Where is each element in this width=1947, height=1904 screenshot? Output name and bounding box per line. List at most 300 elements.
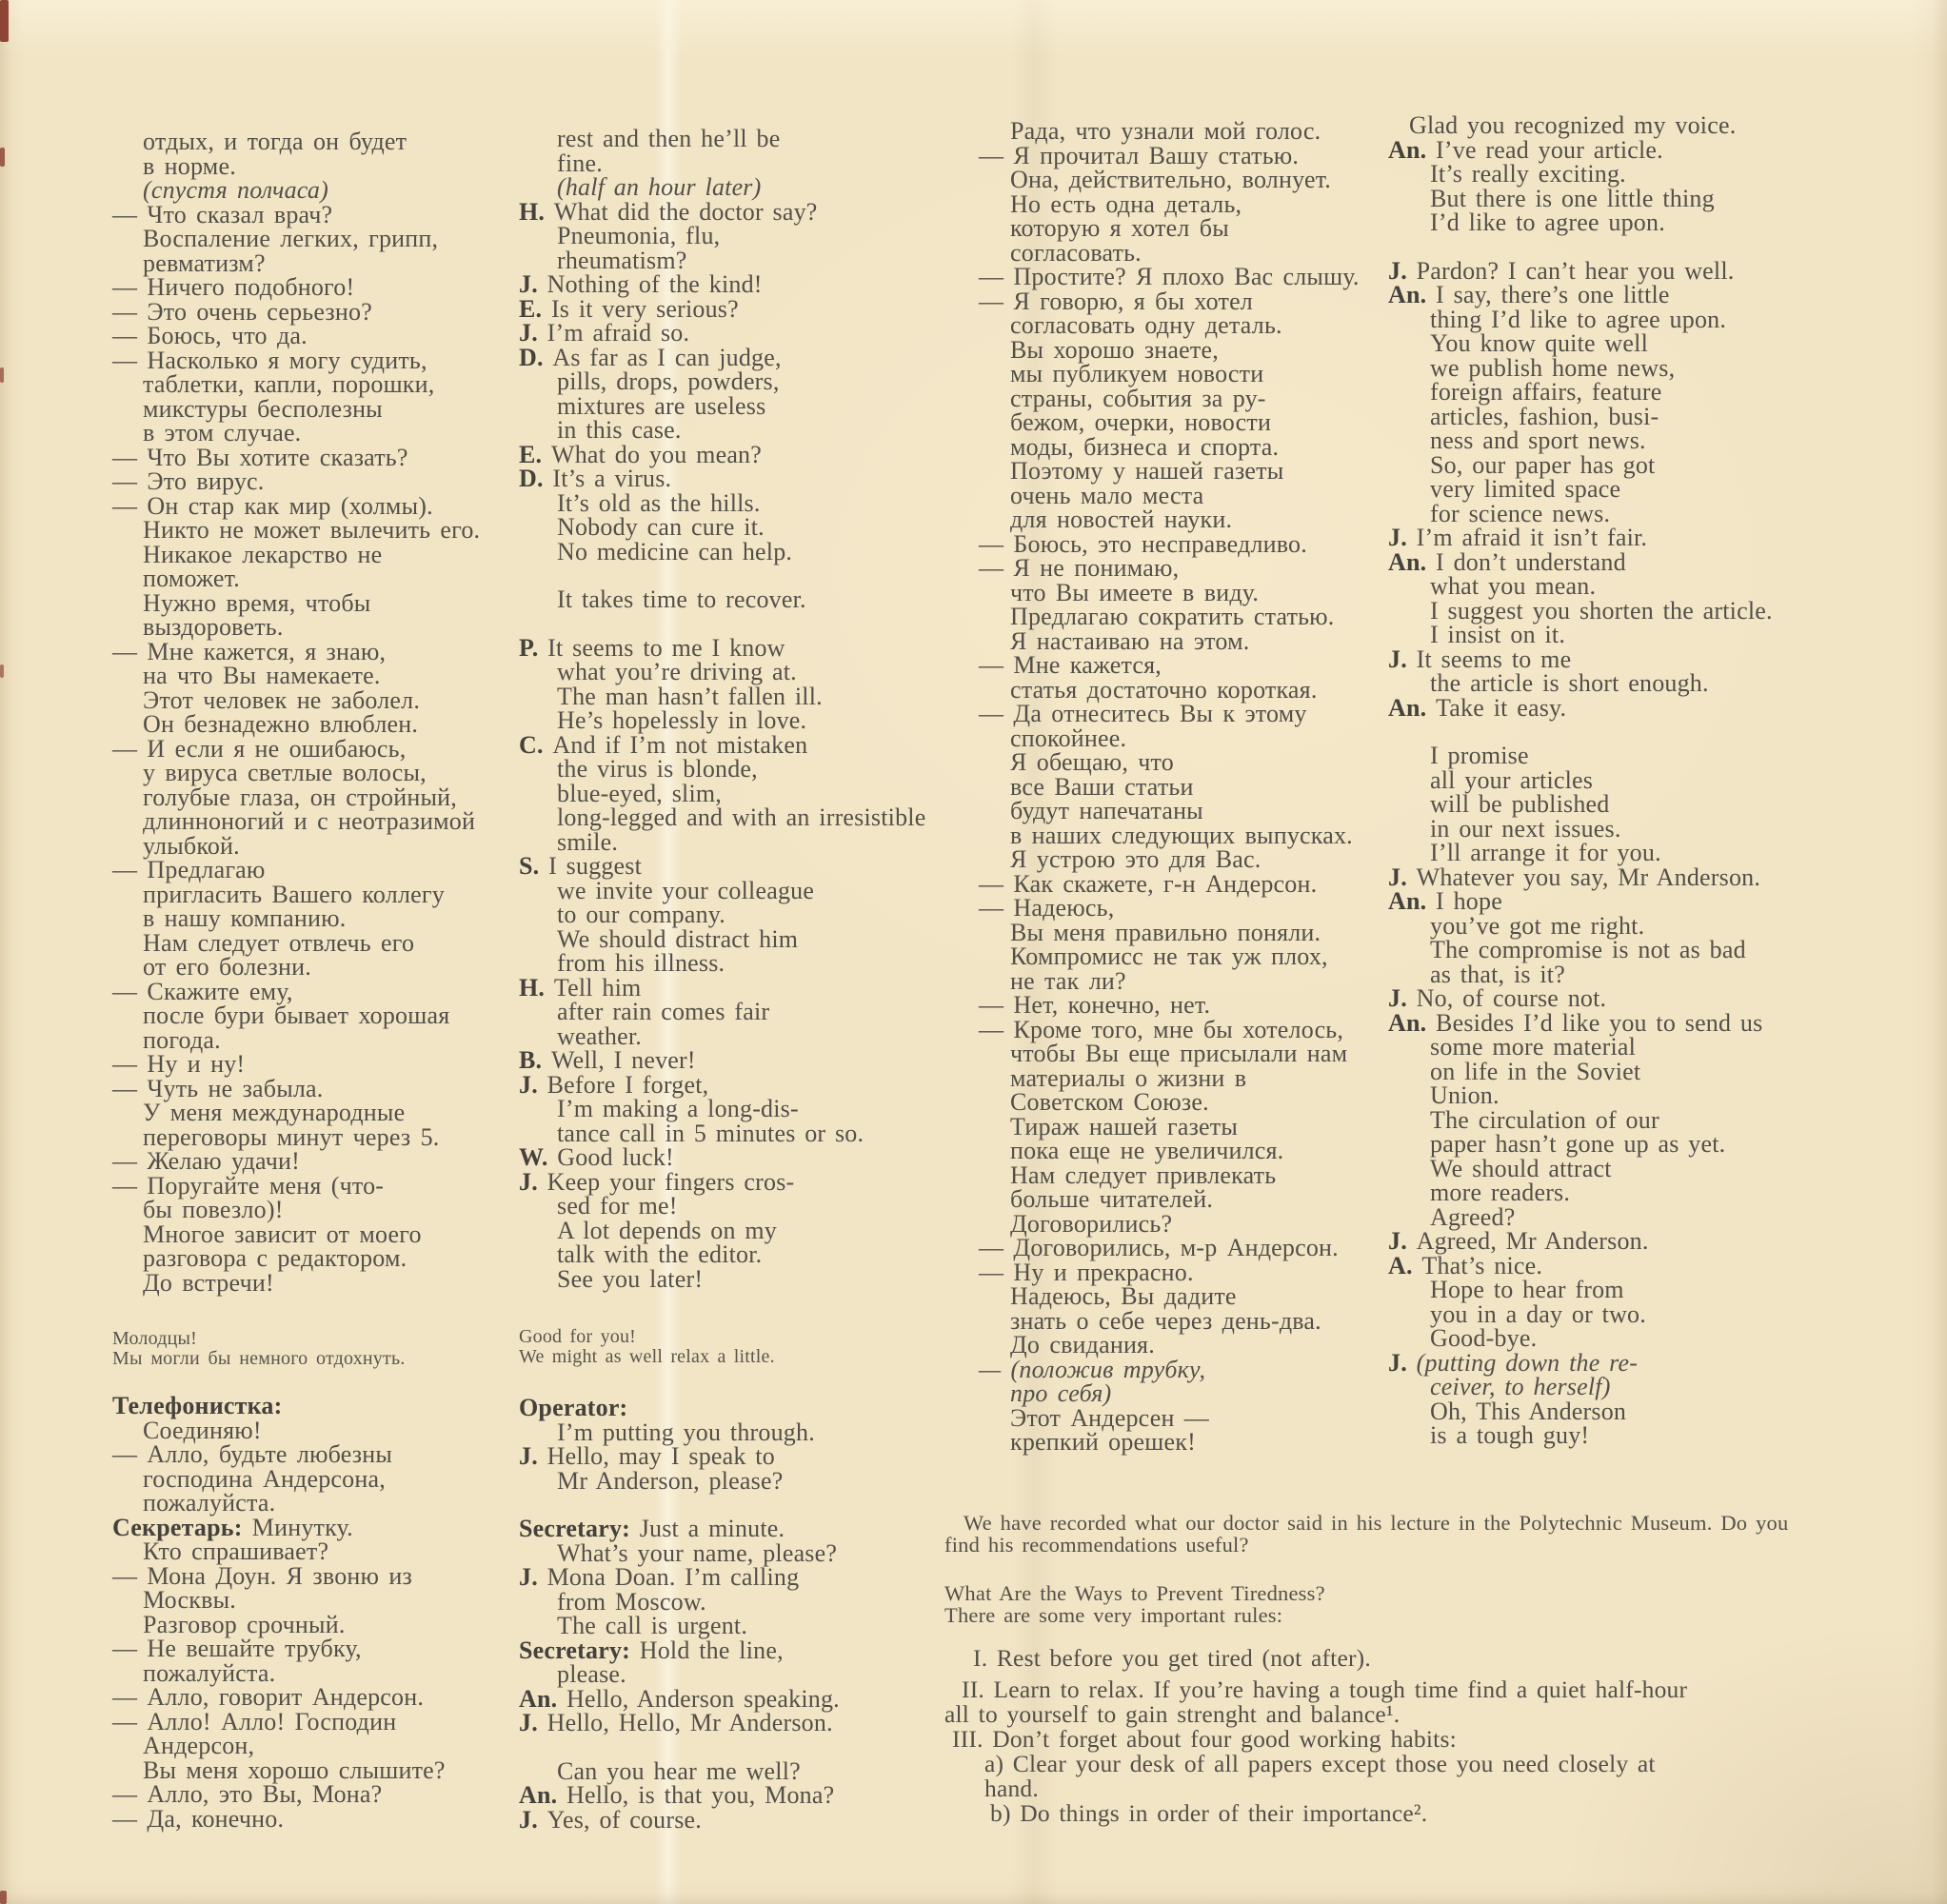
speaker-label: E. bbox=[519, 440, 543, 468]
text-line: Oh, This Anderson bbox=[1430, 1397, 1627, 1425]
text-line: у вируса светлые волосы, bbox=[143, 759, 427, 786]
text-line bbox=[1388, 256, 1773, 285]
text-line: — Что сказал врач? bbox=[112, 200, 333, 228]
text-line: — Алло, это Вы, Мона? bbox=[112, 1780, 383, 1808]
text-line: статья достаточно короткая. bbox=[1010, 675, 1318, 704]
text-line: крепкий орешек! bbox=[1010, 1428, 1196, 1456]
text-line: — Боюсь, это несправедливо. bbox=[979, 529, 1307, 558]
text-line: чтобы Вы еще присылали нам bbox=[1010, 1040, 1348, 1067]
text-line: моды, бизнеса и спорта. bbox=[1010, 432, 1280, 461]
text-line: пожалуйста. bbox=[143, 1658, 276, 1687]
column-english-doctor-dialogue bbox=[519, 127, 925, 1832]
text-line: Я обещаю, что bbox=[1010, 748, 1174, 776]
text-line: Can you hear me well? bbox=[557, 1756, 801, 1785]
line-text: I say, there’s one little bbox=[1426, 281, 1670, 308]
text-line: — Мне кажется, bbox=[979, 651, 1162, 679]
text-line: articles, fashion, busi- bbox=[1430, 402, 1659, 430]
line-text: Yes, of course. bbox=[537, 1805, 702, 1834]
line-text: It seems to me bbox=[1406, 645, 1572, 673]
text-line: на что Вы намекаете. bbox=[143, 662, 381, 689]
speaker-label: An. bbox=[1388, 281, 1427, 308]
text-line: в нашу компанию. bbox=[143, 904, 347, 932]
speaker-label: J. bbox=[519, 1805, 538, 1834]
text-line bbox=[519, 1396, 925, 1420]
bottom-exercise-block bbox=[944, 1512, 1788, 1826]
text-line: the article is short enough. bbox=[1430, 669, 1709, 697]
text-line: There are some very important rules: bbox=[944, 1603, 1283, 1627]
text-line: — Не вешайте трубку, bbox=[112, 1635, 362, 1662]
speaker-label: J. bbox=[1388, 863, 1407, 891]
text-line: Я настаиваю на этом. bbox=[1010, 626, 1250, 655]
text-line: I. Rest before you get tired (not after). bbox=[973, 1644, 1371, 1672]
text-line: for science news. bbox=[1430, 499, 1611, 527]
text-line: We should distract him bbox=[557, 924, 799, 953]
line-text: As far as I can judge, bbox=[543, 343, 782, 371]
line-text: That’s nice. bbox=[1412, 1251, 1543, 1279]
line-text: (putting down the re- bbox=[1406, 1348, 1639, 1377]
text-line: We should attract bbox=[1430, 1154, 1612, 1182]
text-line bbox=[519, 294, 925, 323]
line-text: No, of course not. bbox=[1406, 984, 1607, 1012]
text-line: — Мне кажется, я знаю, bbox=[112, 637, 387, 665]
text-line: Я устрою это для Вас. bbox=[1010, 845, 1262, 873]
text-line: — Я говорю, я бы хотел bbox=[979, 287, 1253, 315]
text-line: What Are the Ways to Prevent Tiredness? bbox=[944, 1581, 1325, 1605]
text-line: Тираж нашей газеты bbox=[1010, 1112, 1239, 1140]
line-text: I don’t understand bbox=[1426, 547, 1626, 576]
text-line: Договорились? bbox=[1010, 1209, 1173, 1238]
text-line: It takes time to recover. bbox=[557, 585, 806, 613]
text-line: You know quite well bbox=[1430, 329, 1649, 357]
text-line: в этом случае. bbox=[143, 419, 302, 446]
text-line: ness and sport news. bbox=[1430, 426, 1646, 454]
speaker-label: J. bbox=[519, 1167, 538, 1196]
text-line: Good-bye. bbox=[1430, 1324, 1538, 1352]
text-line bbox=[519, 730, 925, 759]
text-line: Разговор срочный. bbox=[143, 1610, 346, 1638]
text-line: — И если я не ошибаюсь, bbox=[112, 734, 407, 763]
text-line: (half an hour later) bbox=[557, 173, 762, 201]
text-line: The man hasn’t fallen ill. bbox=[557, 682, 823, 710]
text-line: — Да, конечно. bbox=[112, 1804, 285, 1833]
text-line bbox=[519, 321, 925, 346]
line-text: Hello, is that you, Mona? bbox=[557, 1781, 835, 1809]
speaker-label: A. bbox=[1388, 1251, 1413, 1279]
text-line: I promise bbox=[1430, 742, 1529, 769]
line-text: Is it very serious? bbox=[542, 294, 739, 323]
text-line: to our company. bbox=[557, 901, 725, 928]
text-line: Вы хорошо знаете, bbox=[1010, 335, 1219, 364]
text-line: what you mean. bbox=[1430, 572, 1597, 600]
text-line: Мы могли бы немного отдохнуть. bbox=[112, 1348, 406, 1369]
line-text: I hope bbox=[1426, 887, 1502, 915]
line-text: Take it easy. bbox=[1426, 693, 1567, 722]
speaker-label: J. bbox=[519, 1442, 538, 1470]
speaker-label: An. bbox=[519, 1781, 558, 1809]
text-line: бежом, очерки, новости bbox=[1010, 408, 1272, 436]
text-line bbox=[519, 440, 925, 468]
speaker-label: Секретарь: bbox=[112, 1513, 243, 1541]
text-line: Он безнадежно влюблен. bbox=[143, 710, 419, 738]
text-line: No medicine can help. bbox=[557, 537, 793, 565]
text-line: Многое зависит от моего bbox=[143, 1220, 422, 1248]
text-line: Поэтому у нашей газеты bbox=[1010, 457, 1284, 485]
text-line: Hope to hear from bbox=[1430, 1276, 1624, 1303]
line-text: I’m afraid so. bbox=[537, 319, 690, 347]
text-line: Никакое лекарство не bbox=[143, 540, 383, 568]
text-line: страны, события за ру- bbox=[1010, 384, 1266, 412]
text-line: we publish home news, bbox=[1430, 353, 1676, 382]
text-line: пожалуйста. bbox=[143, 1489, 276, 1517]
text-line: Pneumonia, flu, bbox=[557, 222, 721, 249]
text-line bbox=[1388, 1348, 1773, 1377]
text-line: the virus is blonde, bbox=[557, 755, 758, 783]
speaker-label: Телефонистка: bbox=[112, 1392, 283, 1419]
text-line: — Надеюсь, bbox=[979, 894, 1115, 922]
text-line: find his recommendations useful? bbox=[944, 1533, 1249, 1557]
text-line: больше читателей. bbox=[1010, 1185, 1214, 1213]
speaker-label: J. bbox=[519, 319, 538, 347]
line-text: Agreed, Mr Anderson. bbox=[1406, 1227, 1649, 1255]
text-line: — Мона Доун. Я звоню из bbox=[112, 1561, 412, 1590]
text-line bbox=[519, 1517, 925, 1541]
text-line: more readers. bbox=[1430, 1179, 1571, 1206]
text-line: очень мало места bbox=[1010, 481, 1204, 509]
text-line: в наших следующих выпусках. bbox=[1010, 821, 1353, 849]
text-line: will be published bbox=[1430, 790, 1610, 818]
text-line: (спустя полчаса) bbox=[143, 176, 328, 204]
text-line: согласовать. bbox=[1010, 238, 1142, 267]
text-line: some more material bbox=[1430, 1033, 1637, 1061]
text-line bbox=[519, 1145, 925, 1170]
line-text: Just a minute. bbox=[630, 1515, 785, 1542]
text-line bbox=[519, 1048, 925, 1073]
line-text: Nothing of the kind! bbox=[537, 270, 763, 298]
text-line bbox=[519, 1684, 925, 1713]
speaker-label: J. bbox=[519, 1709, 538, 1736]
text-line: foreign affairs, feature bbox=[1430, 378, 1662, 406]
line-text: It’s a virus. bbox=[543, 465, 672, 492]
text-line: — Да отнеситесь Вы к этому bbox=[979, 700, 1307, 727]
column-english-editor-dialogue bbox=[1388, 113, 1773, 1448]
scan-edge-artifact bbox=[0, 1891, 7, 1904]
text-line: все Ваши статьи bbox=[1010, 772, 1194, 801]
text-line bbox=[1388, 526, 1773, 550]
text-line bbox=[1388, 986, 1773, 1011]
text-line: It’s really exciting. bbox=[1430, 160, 1626, 188]
text-line: please. bbox=[557, 1660, 626, 1688]
text-line: I suggest you shorten the article. bbox=[1430, 596, 1773, 625]
text-line: What’s your name, please? bbox=[557, 1538, 838, 1567]
text-line: very limited space bbox=[1430, 475, 1621, 503]
text-line bbox=[519, 466, 925, 491]
text-line: we invite your colleague bbox=[557, 876, 815, 904]
speaker-label: E. bbox=[519, 294, 543, 323]
text-line bbox=[519, 1565, 925, 1590]
text-line: what you’re driving at. bbox=[557, 658, 797, 685]
text-line: которую я хотел бы bbox=[1010, 214, 1229, 242]
speaker-label: D. bbox=[519, 465, 544, 492]
text-line bbox=[112, 1513, 480, 1541]
text-line: talk with the editor. bbox=[557, 1240, 763, 1268]
text-line: Компромисс не так уж плох, bbox=[1010, 942, 1328, 970]
speaker-label: J. bbox=[1388, 256, 1407, 285]
text-line: Надеюсь, Вы дадите bbox=[1010, 1282, 1237, 1310]
text-line: про себя) bbox=[1010, 1379, 1112, 1407]
text-line: in this case. bbox=[557, 416, 682, 444]
text-line: — Чуть не забыла. bbox=[112, 1074, 324, 1102]
line-text: Pardon? I can’t hear you well. bbox=[1406, 256, 1735, 285]
text-line: До встречи! bbox=[143, 1268, 274, 1297]
text-line: после бури бывает хорошая bbox=[143, 1002, 450, 1029]
text-line bbox=[519, 272, 925, 297]
text-line bbox=[519, 1783, 925, 1808]
text-line: fine. bbox=[557, 149, 603, 177]
text-line: Молодцы! bbox=[112, 1328, 198, 1349]
speaker-label: An. bbox=[1388, 547, 1427, 576]
text-line: III. Don’t forget about four good working habits: bbox=[952, 1725, 1457, 1753]
text-line: Никто не может вылечить его. bbox=[143, 516, 481, 544]
text-line: отдых, и тогда он будет bbox=[143, 128, 407, 155]
line-text: Hello, Anderson speaking. bbox=[557, 1684, 840, 1713]
text-line: as that, is it? bbox=[1430, 960, 1565, 988]
line-text: Whatever you say, Mr Anderson. bbox=[1406, 863, 1761, 891]
text-line: поможет. bbox=[143, 565, 240, 592]
text-line: — Алло, будьте любезны bbox=[112, 1440, 393, 1468]
text-line: So, our paper has got bbox=[1430, 450, 1656, 479]
speaker-label: An. bbox=[1388, 135, 1427, 164]
text-line: Предлагаю сократить статью. bbox=[1010, 603, 1335, 630]
text-line: голубые глаза, он стройный, bbox=[143, 783, 457, 811]
text-line bbox=[1388, 283, 1773, 307]
text-line: — Я не понимаю, bbox=[979, 554, 1180, 582]
text-line bbox=[1388, 865, 1773, 890]
speaker-label: J. bbox=[1388, 1227, 1407, 1255]
text-line bbox=[1388, 1008, 1773, 1037]
text-line bbox=[519, 854, 925, 879]
text-line bbox=[519, 197, 925, 226]
text-line: — Что Вы хотите сказать? bbox=[112, 443, 408, 471]
line-text: What do you mean? bbox=[542, 440, 762, 468]
text-line: I’m making a long-dis- bbox=[557, 1095, 799, 1122]
text-line: не так ли? bbox=[1010, 966, 1126, 995]
text-line: — Ну и прекрасно. bbox=[979, 1258, 1194, 1286]
text-line: пока еще не увеличился. bbox=[1010, 1137, 1284, 1164]
scan-edge-artifact bbox=[0, 664, 4, 678]
speaker-label: J. bbox=[1388, 524, 1407, 551]
text-line: sed for me! bbox=[557, 1192, 678, 1220]
line-text: Hold the line, bbox=[630, 1636, 784, 1664]
text-line: after rain comes fair bbox=[557, 998, 770, 1025]
speaker-label: J. bbox=[519, 1563, 538, 1591]
text-line: you’ve got me right. bbox=[1430, 911, 1645, 940]
text-line: weather. bbox=[557, 1021, 642, 1050]
text-line: — Ничего подобного! bbox=[112, 273, 355, 301]
text-line: микстуры бесполезны bbox=[143, 394, 383, 423]
scan-edge-artifact bbox=[0, 0, 9, 42]
text-line: До свидания. bbox=[1010, 1331, 1155, 1359]
text-line: But there is one little thing bbox=[1430, 184, 1715, 212]
line-text: What did the doctor say? bbox=[545, 197, 818, 226]
line-text: Good luck! bbox=[547, 1143, 674, 1171]
speaker-label: S. bbox=[519, 852, 540, 880]
speaker-label: H. bbox=[519, 973, 546, 1002]
text-line: ceiver, to herself) bbox=[1430, 1373, 1611, 1400]
text-line: thing I’d like to agree upon. bbox=[1430, 305, 1727, 333]
text-line: We might as well relax a little. bbox=[519, 1346, 775, 1367]
text-line: — Насколько я могу судить, bbox=[112, 346, 427, 374]
text-line: The call is urgent. bbox=[557, 1612, 748, 1639]
text-line: — Алло! Алло! Господин bbox=[112, 1707, 397, 1735]
text-line: all to yourself to gain strenght and balance¹. bbox=[944, 1700, 1401, 1728]
speaker-label: J. bbox=[1388, 1348, 1407, 1377]
text-line: — Это вирус. bbox=[112, 467, 265, 495]
text-line: — (положив трубку, bbox=[979, 1355, 1206, 1383]
text-line: Nobody can cure it. bbox=[557, 513, 765, 541]
text-line: I’m putting you through. bbox=[557, 1418, 815, 1446]
speaker-label: J. bbox=[1388, 645, 1407, 673]
speaker-label: J. bbox=[519, 1070, 538, 1099]
text-line: У меня международные bbox=[143, 1099, 406, 1126]
text-line: on life in the Soviet bbox=[1430, 1057, 1641, 1085]
text-line: — Я прочитал Вашу статью. bbox=[979, 141, 1300, 169]
scan-edge-artifact bbox=[0, 148, 5, 167]
text-line: all your articles bbox=[1430, 765, 1594, 794]
text-line: от его болезни. bbox=[143, 953, 311, 981]
text-line bbox=[1388, 547, 1773, 576]
text-line: I’d like to agree upon. bbox=[1430, 208, 1665, 236]
line-text: I’m afraid it isn’t fair. bbox=[1406, 524, 1648, 551]
line-text: I suggest bbox=[539, 852, 643, 880]
text-line: you in a day or two. bbox=[1430, 1299, 1646, 1328]
speaker-label: B. bbox=[519, 1046, 543, 1074]
speaker-label: Secretary: bbox=[519, 1636, 631, 1664]
text-line bbox=[1388, 1229, 1773, 1254]
line-text: Hello, Hello, Mr Anderson. bbox=[537, 1709, 833, 1736]
scan-edge-artifact bbox=[0, 367, 4, 383]
text-line: Good for you! bbox=[519, 1326, 637, 1347]
speaker-label: An. bbox=[1388, 887, 1427, 915]
column-russian-doctor-dialogue bbox=[112, 129, 480, 1831]
speaker-label: D. bbox=[519, 343, 544, 371]
speaker-label: H. bbox=[519, 197, 546, 226]
line-text: It seems to me I know bbox=[538, 633, 785, 662]
text-line: II. Learn to relax. If you’re having a tough time find a quiet half-hour bbox=[962, 1676, 1688, 1703]
text-line: Union. bbox=[1430, 1081, 1500, 1109]
text-line: для новостей науки. bbox=[1010, 506, 1233, 533]
text-line bbox=[519, 1167, 925, 1196]
text-line bbox=[519, 343, 925, 371]
text-line: pills, drops, powders, bbox=[557, 367, 780, 395]
text-line: The compromise is not as bad bbox=[1430, 936, 1746, 963]
line-text: I’ve read your article. bbox=[1426, 135, 1663, 164]
text-line: a) Clear your desk of all papers except those you need closely at bbox=[984, 1750, 1656, 1777]
text-line: See you later! bbox=[557, 1264, 704, 1293]
text-line bbox=[519, 1805, 925, 1834]
text-line: blue-eyed, slim, bbox=[557, 779, 722, 807]
speaker-label: Secretary: bbox=[519, 1515, 631, 1542]
text-line bbox=[112, 1394, 480, 1418]
line-text: Keep your fingers cros- bbox=[537, 1167, 795, 1196]
text-line: — Алло, говорит Андерсон. bbox=[112, 1683, 425, 1711]
text-line: long-legged and with an irresistible bbox=[557, 803, 926, 831]
text-line bbox=[519, 1638, 925, 1663]
text-line: — Ну и ну! bbox=[112, 1050, 246, 1078]
text-line: smile. bbox=[557, 827, 619, 856]
text-line bbox=[1388, 693, 1773, 722]
text-line: Москвы. bbox=[143, 1586, 236, 1614]
text-line: что Вы имеете в виду. bbox=[1010, 578, 1260, 606]
text-line: — Желаю удачи! bbox=[112, 1147, 300, 1175]
text-line: Кто спрашивает? bbox=[143, 1537, 329, 1565]
text-line: — Простите? Я плохо Вас слышу. bbox=[979, 263, 1360, 290]
speaker-label: An. bbox=[1388, 1008, 1427, 1037]
text-line: Этот человек не заболел. bbox=[143, 685, 421, 714]
text-line: Agreed? bbox=[1430, 1202, 1516, 1231]
text-line: в норме. bbox=[143, 151, 236, 180]
text-line: — Договорились, м-р Андерсон. bbox=[979, 1234, 1339, 1261]
text-line: длинноногий и с неотразимой bbox=[143, 807, 476, 835]
line-text: Минутку. bbox=[242, 1513, 353, 1541]
text-line: Рада, что узнали мой голос. bbox=[1010, 117, 1321, 145]
text-line: rest and then he’ll be bbox=[557, 125, 781, 152]
text-line: from his illness. bbox=[557, 949, 725, 977]
text-line: We have recorded what our doctor said in his lecture in the Polytechnic Museum. Do you bbox=[964, 1511, 1789, 1535]
speaker-label: W. bbox=[519, 1143, 548, 1171]
text-line: пригласить Вашего коллегу bbox=[143, 880, 445, 908]
speaker-label: P. bbox=[519, 633, 539, 662]
text-line: in our next issues. bbox=[1430, 814, 1621, 843]
text-line: Нам следует привлекать bbox=[1010, 1160, 1277, 1189]
text-line: Этот Андерсен — bbox=[1010, 1403, 1209, 1432]
line-text: Well, I never! bbox=[542, 1046, 696, 1074]
text-line: A lot depends on my bbox=[557, 1216, 778, 1244]
text-line bbox=[519, 1444, 925, 1469]
text-line: господина Андерсона, bbox=[143, 1464, 386, 1493]
text-line: — Поругайте меня (что- bbox=[112, 1171, 385, 1200]
text-line: tance call in 5 minutes or so. bbox=[557, 1119, 864, 1147]
text-line: — Предлагаю bbox=[112, 856, 266, 883]
text-line: — Как скажете, г-н Андерсон. bbox=[979, 869, 1318, 898]
text-line: бы повезло)! bbox=[143, 1196, 284, 1223]
text-line: разговора с редактором. bbox=[143, 1244, 407, 1272]
text-line: He’s hopelessly in love. bbox=[557, 706, 807, 734]
text-line: b) Do things in order of their importance². bbox=[990, 1799, 1428, 1827]
text-line: paper hasn’t gone up as yet. bbox=[1430, 1130, 1726, 1158]
text-line: выздороветь. bbox=[143, 613, 284, 641]
text-line: погода. bbox=[143, 1025, 221, 1054]
text-line: Андерсон, bbox=[143, 1732, 255, 1759]
text-line: улыбкой. bbox=[143, 831, 240, 860]
line-text: And if I’m not mistaken bbox=[543, 730, 808, 759]
text-line: спокойнее. bbox=[1010, 724, 1127, 752]
column-russian-editor-dialogue bbox=[979, 119, 1360, 1455]
text-line: Нам следует отвлечь его bbox=[143, 928, 415, 957]
line-text: Before I forget, bbox=[537, 1070, 709, 1099]
text-line: знать о себе через день-два. bbox=[1010, 1306, 1321, 1335]
text-line bbox=[1388, 889, 1773, 914]
text-line: Воспаление легких, грипп, bbox=[143, 225, 439, 252]
line-text: Besides I’d like you to send us bbox=[1426, 1008, 1763, 1037]
text-line: ревматизм? bbox=[143, 248, 266, 277]
text-line: Но есть одна деталь, bbox=[1010, 189, 1242, 218]
text-line: hand. bbox=[984, 1775, 1039, 1802]
text-line: is a tough guy! bbox=[1430, 1421, 1590, 1449]
text-line: Советском Союзе. bbox=[1010, 1088, 1209, 1116]
text-line: — Нет, конечно, нет. bbox=[979, 991, 1211, 1019]
text-line: таблетки, капли, порошки, bbox=[143, 370, 435, 398]
line-text: Mona Doan. I’m calling bbox=[537, 1563, 800, 1591]
